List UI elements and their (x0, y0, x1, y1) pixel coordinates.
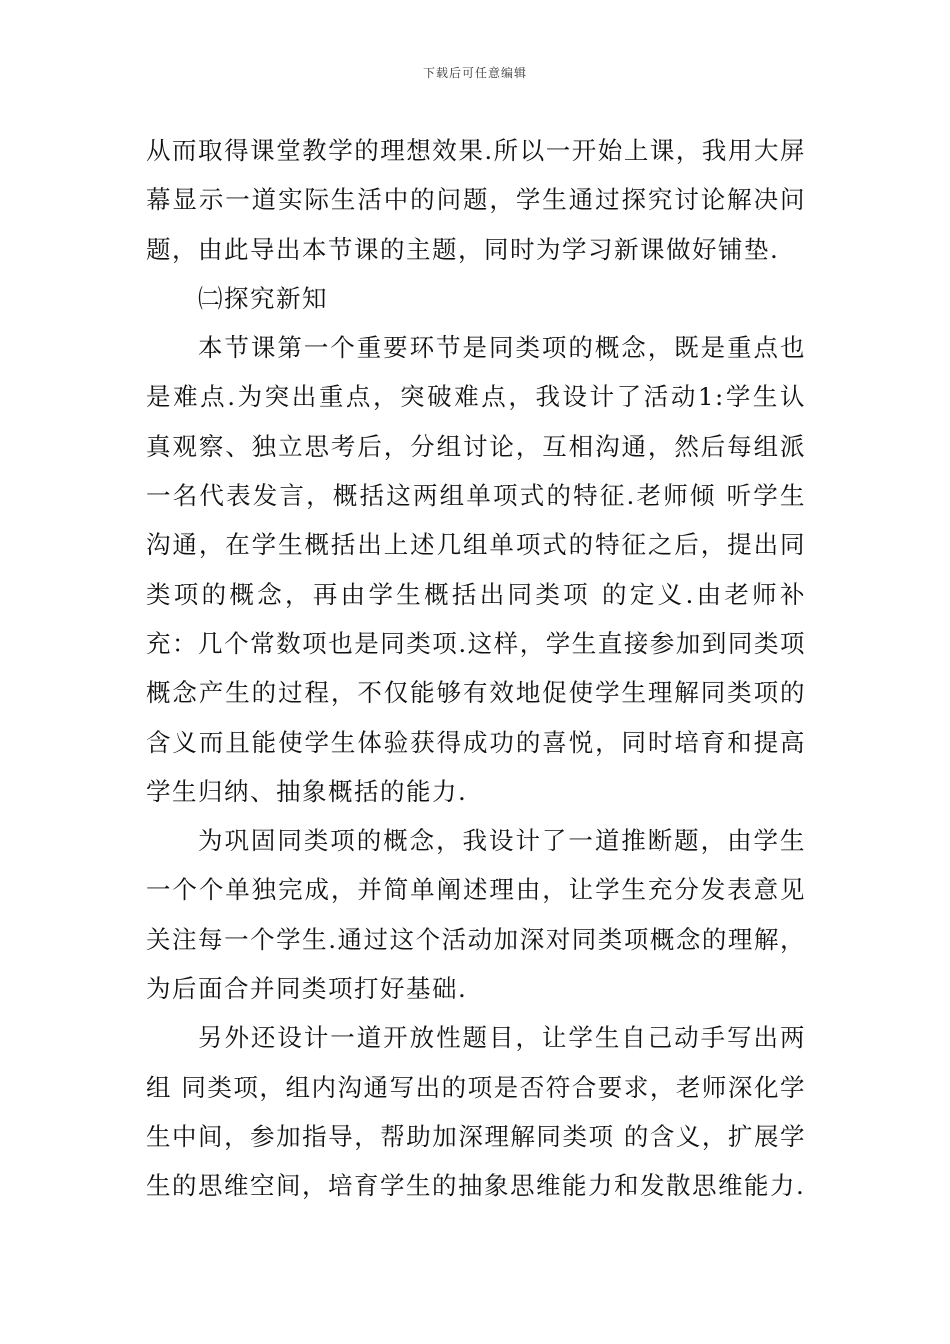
page-header-note: 下载后可任意编辑 (422, 66, 527, 80)
paragraph-2: 本节课第一个重要环节是同类项的概念，既是重点也是难点.为突出重点，突破难点，我设计了活动1:学生认真观察、独立思考后，分组讨论，互相沟通，然后每组派一名代表发言，概括这两组单项式的特征.老师倾 听学生沟通，在学生概括出上述几组单项式的特征之后，提出同类项的概念，再由学生概括出同类项 的定义.由老师补充：几个常数项也是同类项.这样，学生直接参加到同类项概念产生的过程，不仅能够有效地促使学生理解同类项的含义而且能使学生体验获得成功的喜悦，同时培育和提高学生归纳、抽象概括的能力. (146, 333, 806, 806)
section-heading: ㈡探究新知 (198, 283, 328, 313)
paragraph-3: 为巩固同类项的概念，我设计了一道推断题，由学生一个个单独完成，并简单阐述理由，让学生充分发表意见关注每一个学生.通过这个活动加深对同类项概念的理解，为后面合并同类项打好基础. (146, 826, 806, 1004)
document-body (146, 126, 806, 1211)
paragraph-1: 从而取得课堂教学的理想效果.所以一开始上课，我用大屏幕显示一道实际生活中的问题，学生通过探究讨论解决问题，由此导出本节课的主题，同时为学习新课做好铺垫. (146, 136, 806, 264)
paragraph-4: 另外还设计一道开放性题目，让学生自己动手写出两组 同类项，组内沟通写出的项是否符合要求，老师深化学生中间，参加指导，帮助加深理解同类项 的含义，扩展学生的思维空间，培育学生的抽象思维能力和发散思维能力. (146, 1023, 806, 1201)
